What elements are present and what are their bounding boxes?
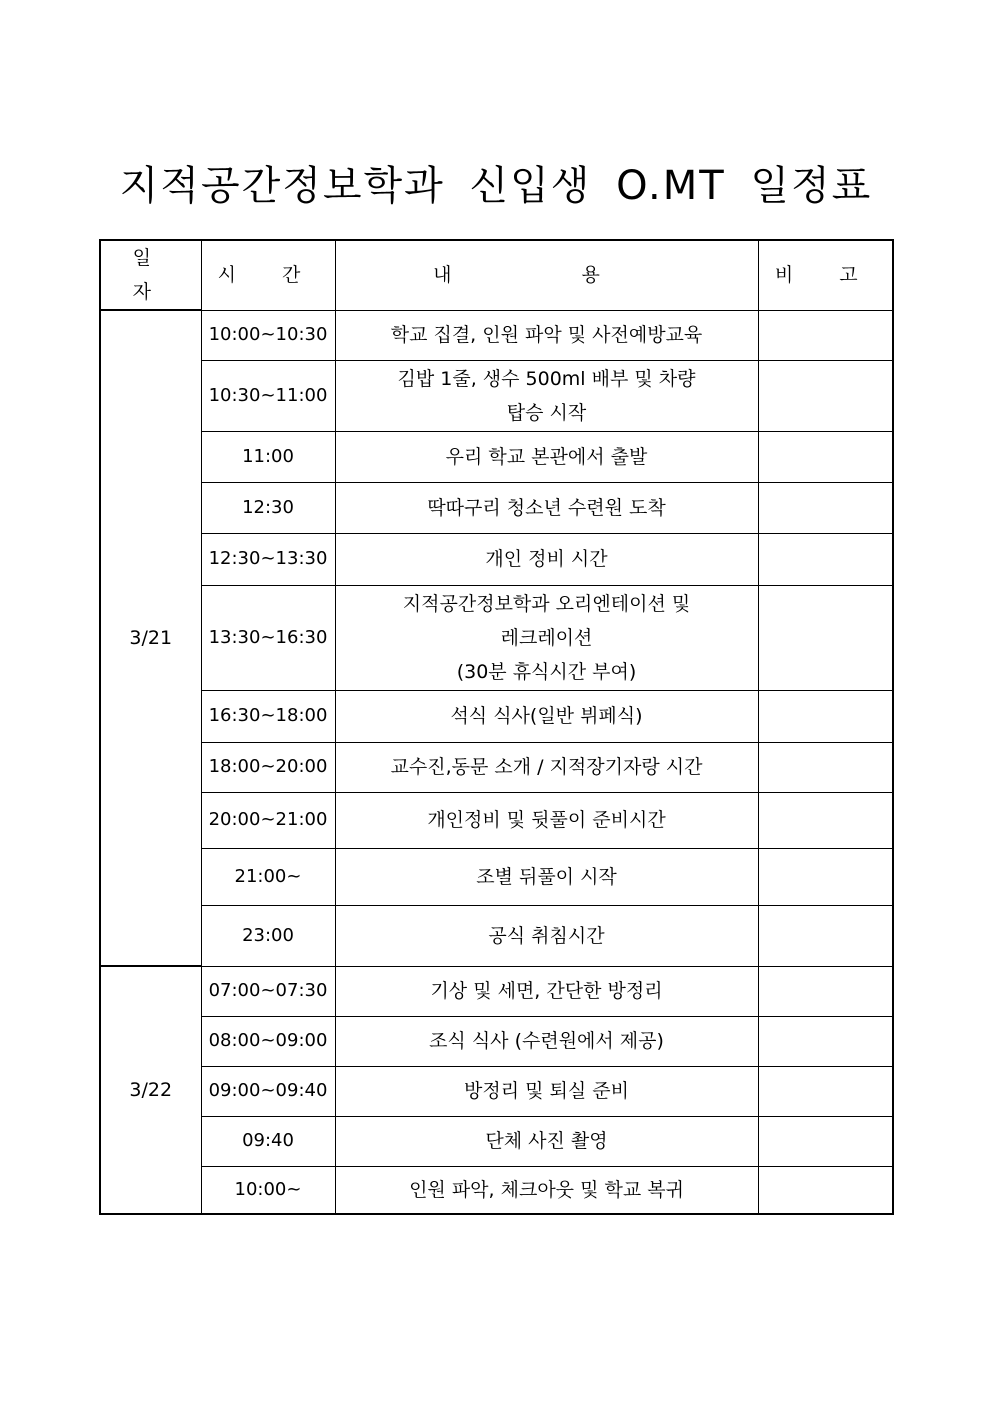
activity-cell [335,742,758,792]
activity-line: 기상 및 세면, 간단한 방정리 [430,980,663,1002]
time-cell: 16:30~18:00 [201,690,335,742]
activity-line: 김밥 1줄, 생수 500ml 배부 및 차량 [397,367,696,390]
table-row [100,1016,893,1066]
note-cell [758,1166,893,1214]
note-cell [758,1016,893,1066]
time-cell: 13:30~16:30 [201,585,335,690]
schedule-body [100,310,893,1214]
activity-cell [335,431,758,482]
activity-cell [335,966,758,1016]
note-cell [758,431,893,482]
time-cell: 11:00 [201,431,335,482]
activity-line: 조식 식사 (수련원에서 제공) [429,1030,664,1052]
activity-cell [335,690,758,742]
header-date: 일 자 [100,240,201,310]
activity-cell [335,585,758,690]
time-cell: 09:40 [201,1116,335,1166]
table-row [100,848,893,905]
note-cell [758,1066,893,1116]
note-cell [758,533,893,585]
date-cell: 3/21 [100,310,201,966]
activity-cell [335,905,758,966]
activity-cell [335,1066,758,1116]
table-row [100,966,893,1016]
activity-cell [335,1116,758,1166]
activity-cell [335,1016,758,1066]
activity-line: 단체 사진 촬영 [485,1130,608,1152]
activity-line: 방정리 및 퇴실 준비 [464,1080,629,1102]
schedule-table [99,239,894,1215]
activity-cell [335,482,758,533]
time-cell: 10:00~10:30 [201,310,335,360]
time-cell: 09:00~09:40 [201,1066,335,1116]
time-cell: 08:00~09:00 [201,1016,335,1066]
table-row [100,310,893,360]
table-row [100,1166,893,1214]
activity-line: 학교 집결, 인원 파악 및 사전예방교육 [390,324,703,346]
table-row [100,792,893,848]
activity-line: 공식 취침시간 [488,924,605,947]
header-content: 내 용 [335,240,758,310]
activity-line: 탑승 시작 [506,401,587,424]
table-header-row [100,240,893,310]
activity-cell [335,1166,758,1214]
note-cell [758,360,893,431]
table-row [100,360,893,431]
time-cell: 10:00~ [201,1166,335,1214]
time-cell: 12:30 [201,482,335,533]
note-cell [758,848,893,905]
activity-line: (30분 휴식시간 부여) [456,660,637,683]
activity-line: 지적공간정보학과 오리엔테이션 및 [402,592,691,615]
date-cell: 3/22 [100,966,201,1214]
activity-cell [335,310,758,360]
activity-line: 개인정비 및 뒷풀이 준비시간 [427,809,666,831]
table-row [100,905,893,966]
note-cell [758,690,893,742]
note-cell [758,310,893,360]
activity-line: 딱따구리 청소년 수련원 도착 [427,496,666,519]
activity-line: 개인 정비 시간 [485,548,608,570]
note-cell [758,792,893,848]
note-cell [758,905,893,966]
activity-line: 인원 파악, 체크아웃 및 학교 복귀 [409,1178,684,1201]
activity-line: 조별 뒤풀이 시작 [476,865,617,888]
note-cell [758,966,893,1016]
header-note: 비 고 [758,240,893,310]
activity-cell [335,360,758,431]
time-cell: 18:00~20:00 [201,742,335,792]
note-cell [758,482,893,533]
activity-cell [335,848,758,905]
activity-cell [335,792,758,848]
activity-line: 레크레이션 [500,626,593,649]
table-row [100,1116,893,1166]
activity-cell [335,533,758,585]
table-row [100,533,893,585]
note-cell [758,585,893,690]
table-row [100,482,893,533]
time-cell: 21:00~ [201,848,335,905]
activity-line: 우리 학교 본관에서 출발 [445,445,648,468]
activity-line: 석식 식사(일반 뷔페식) [450,705,643,727]
note-cell [758,742,893,792]
time-cell: 20:00~21:00 [201,792,335,848]
time-cell: 23:00 [201,905,335,966]
time-cell: 07:00~07:30 [201,966,335,1016]
table-row [100,585,893,690]
table-row [100,1066,893,1116]
page-title: 지적공간정보학과 신입생 O.MT 일정표 [119,163,873,209]
table-row [100,431,893,482]
time-cell: 12:30~13:30 [201,533,335,585]
note-cell [758,1116,893,1166]
header-time: 시 간 [201,240,335,310]
table-row [100,690,893,742]
time-cell: 10:30~11:00 [201,360,335,431]
table-row [100,742,893,792]
activity-line: 교수진,동문 소개 / 지적장기자랑 시간 [390,756,703,778]
